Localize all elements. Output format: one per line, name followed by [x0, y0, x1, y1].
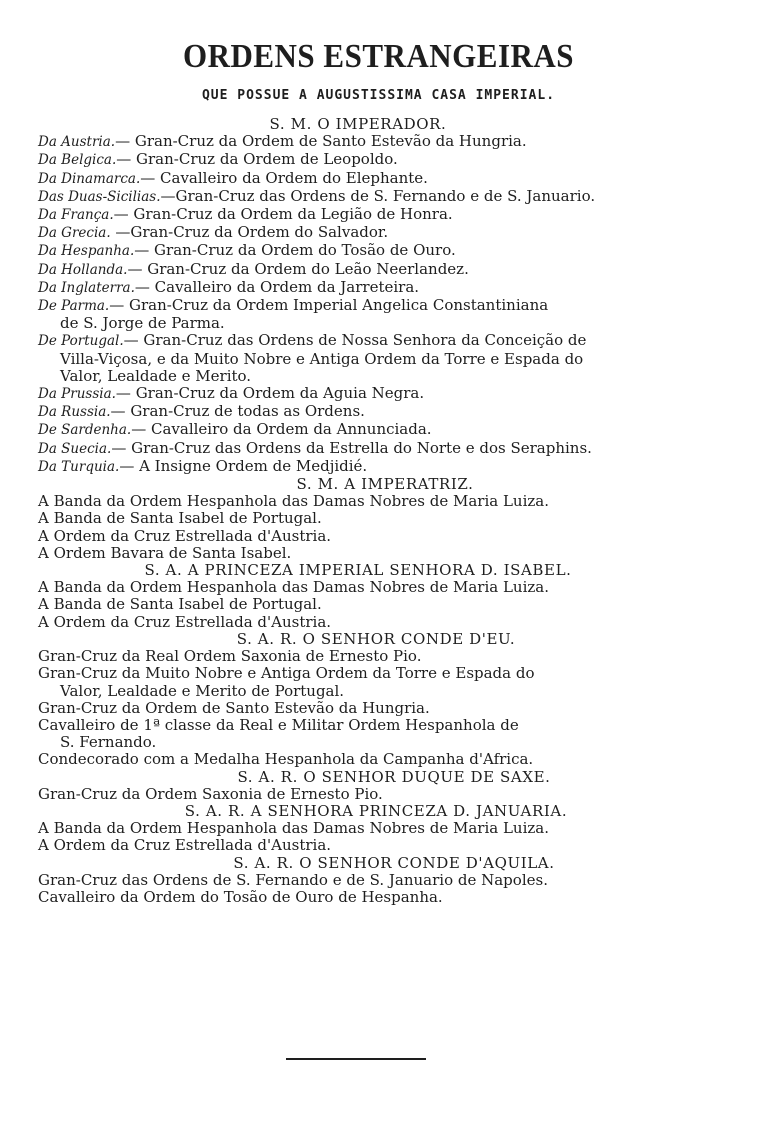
list-item: A Ordem da Cruz Estrellada d'Austria.: [38, 836, 332, 855]
list-item: A Banda da Ordem Hespanhola das Damas Nobres de Maria Luiza.: [38, 578, 549, 597]
list-item: [38, 385, 678, 403]
order-text: — Cavalleiro da Ordem da Jarreteira.: [134, 277, 420, 296]
order-text: — Gran-Cruz das Ordens da Estrella do Norte e dos Seraphins.: [111, 438, 592, 457]
order-text: — Gran-Cruz da Ordem da Legião de Honra.: [113, 205, 453, 224]
emperor-orders-list: [38, 133, 678, 476]
order-text: —Gran-Cruz da Ordem do Salvador.: [110, 223, 389, 242]
order-text: — Gran-Cruz da Ordem de Leopoldo.: [116, 150, 398, 169]
order-text: — Gran-Cruz da Ordem de Santo Estevão da Hungria.: [115, 132, 527, 151]
country-label: Da Belgica.: [38, 152, 117, 169]
list-item: [38, 188, 678, 206]
order-text: — Gran-Cruz das Ordens de Nossa Senhora da Conceição de: [123, 331, 587, 350]
country-label: Da Prussia.: [38, 386, 116, 403]
country-label: Das Duas-Sicilias.: [38, 188, 161, 205]
list-item: [38, 297, 678, 315]
list-item: [38, 332, 678, 350]
list-item: A Ordem da Cruz Estrellada d'Austria.: [38, 612, 332, 631]
continuation-line: S. Fernando.: [60, 733, 157, 752]
document-body: [38, 116, 678, 906]
list-item: [38, 242, 678, 260]
list-item: Gran-Cruz da Real Ordem Saxonia de Ernesto Pio.: [38, 647, 422, 666]
country-label: Da Dinamarca.: [38, 170, 141, 187]
list-item: [38, 224, 678, 242]
list-item: A Banda da Ordem Hespanhola das Damas Nobres de Maria Luiza.: [38, 492, 549, 511]
country-label: Da Hespanha.: [38, 243, 135, 260]
order-text: — Gran-Cruz da Ordem do Tosão de Ouro.: [134, 241, 456, 260]
list-item: A Banda da Ordem Hespanhola das Damas Nobres de Maria Luiza.: [38, 819, 549, 838]
continuation-line: Valor, Lealdade e Merito.: [60, 366, 252, 385]
list-item: Condecorado com a Medalha Hespanhola da Campanha d'Africa.: [38, 750, 534, 769]
list-item: [38, 170, 678, 188]
continuation-line: Villa-Viçosa, e da Muito Nobre e Antiga Ordem da Torre e Espada do: [60, 349, 584, 368]
closing-rule: [286, 1058, 426, 1060]
list-item: [38, 421, 678, 439]
country-label: Da Austria.: [38, 134, 116, 151]
order-text: — A Insigne Ordem de Medjidié.: [119, 456, 368, 475]
country-label: Da Hollanda.: [38, 261, 128, 278]
country-label: De Sardenha.: [38, 422, 132, 439]
section-heading-princess-januaria: S. A. R. A SENHORA PRINCEZA D. JANUARIA.: [184, 801, 568, 820]
list-item: [38, 458, 678, 476]
list-item: [38, 151, 678, 169]
section-heading-duque-saxe: S. A. R. O SENHOR DUQUE DE SAXE.: [237, 767, 551, 786]
list-item: A Banda de Santa Isabel de Portugal.: [38, 595, 322, 614]
list-item: Gran-Cruz das Ordens de S. Fernando e de S. Januario de Napoles.: [38, 870, 548, 889]
order-text: — Gran-Cruz da Ordem da Aguia Negra.: [115, 384, 425, 403]
list-item: [38, 206, 678, 224]
country-label: De Portugal.: [38, 333, 124, 350]
page-subtitle: QUE POSSUE A AUGUSTISSIMA CASA IMPERIAL.: [201, 88, 556, 103]
continuation-line: de S. Jorge de Parma.: [60, 314, 225, 333]
list-item: Gran-Cruz da Ordem de Santo Estevão da Hungria.: [38, 698, 430, 717]
country-label: Da Grecia.: [38, 225, 111, 242]
list-item: [38, 261, 678, 279]
order-text: — Gran-Cruz da Ordem do Leão Neerlandez.: [127, 259, 469, 278]
list-item: Cavalleiro da Ordem do Tosão de Ouro de Hespanha.: [38, 887, 443, 906]
page-title: ORDENS ESTRANGEIRAS: [182, 36, 575, 75]
list-item: Cavalleiro de 1ª classe da Real e Militar Ordem Hespanhola de: [38, 715, 519, 734]
section-heading-emperor: S. M. O IMPERADOR.: [269, 115, 447, 133]
country-label: Da Russia.: [38, 404, 111, 421]
continuation-line: Valor, Lealdade e Merito de Portugal.: [60, 681, 345, 700]
list-item: [38, 440, 678, 458]
list-item: Gran-Cruz da Muito Nobre e Antiga Ordem da Torre e Espada do: [38, 664, 535, 683]
order-text: — Gran-Cruz da Ordem Imperial Angelica Constantiniana: [109, 296, 549, 315]
order-text: — Cavalleiro da Ordem do Elephante.: [140, 168, 428, 187]
list-item: A Ordem Bavara de Santa Isabel.: [38, 543, 292, 562]
section-heading-conde-aquila: S. A. R. O SENHOR CONDE D'AQUILA.: [233, 853, 555, 872]
list-item: A Banda de Santa Isabel de Portugal.: [38, 509, 322, 528]
section-heading-princess-isabel: S. A. A PRINCEZA IMPERIAL SENHORA D. ISABEL.: [144, 561, 572, 580]
order-text: — Gran-Cruz de todas as Ordens.: [110, 402, 365, 421]
list-item: [38, 403, 678, 421]
section-heading-conde-eu: S. A. R. O SENHOR CONDE D'EU.: [236, 629, 516, 648]
country-label: Da Inglaterra.: [38, 279, 135, 296]
list-item: A Ordem da Cruz Estrellada d'Austria.: [38, 526, 332, 545]
list-item: Gran-Cruz da Ordem Saxonia de Ernesto Pio.: [38, 784, 383, 803]
country-label: De Parma.: [38, 298, 110, 315]
country-label: Da França.: [38, 207, 114, 224]
country-label: Da Suecia.: [38, 440, 112, 457]
order-text: — Cavalleiro da Ordem da Annunciada.: [131, 420, 432, 439]
section-heading-empress: S. M. A IMPERATRIZ.: [296, 475, 474, 494]
list-item: [38, 133, 678, 151]
order-text: —Gran-Cruz das Ordens de S. Fernando e de S. Januario.: [160, 186, 596, 205]
country-label: Da Turquia.: [38, 458, 120, 475]
list-item: [38, 279, 678, 297]
